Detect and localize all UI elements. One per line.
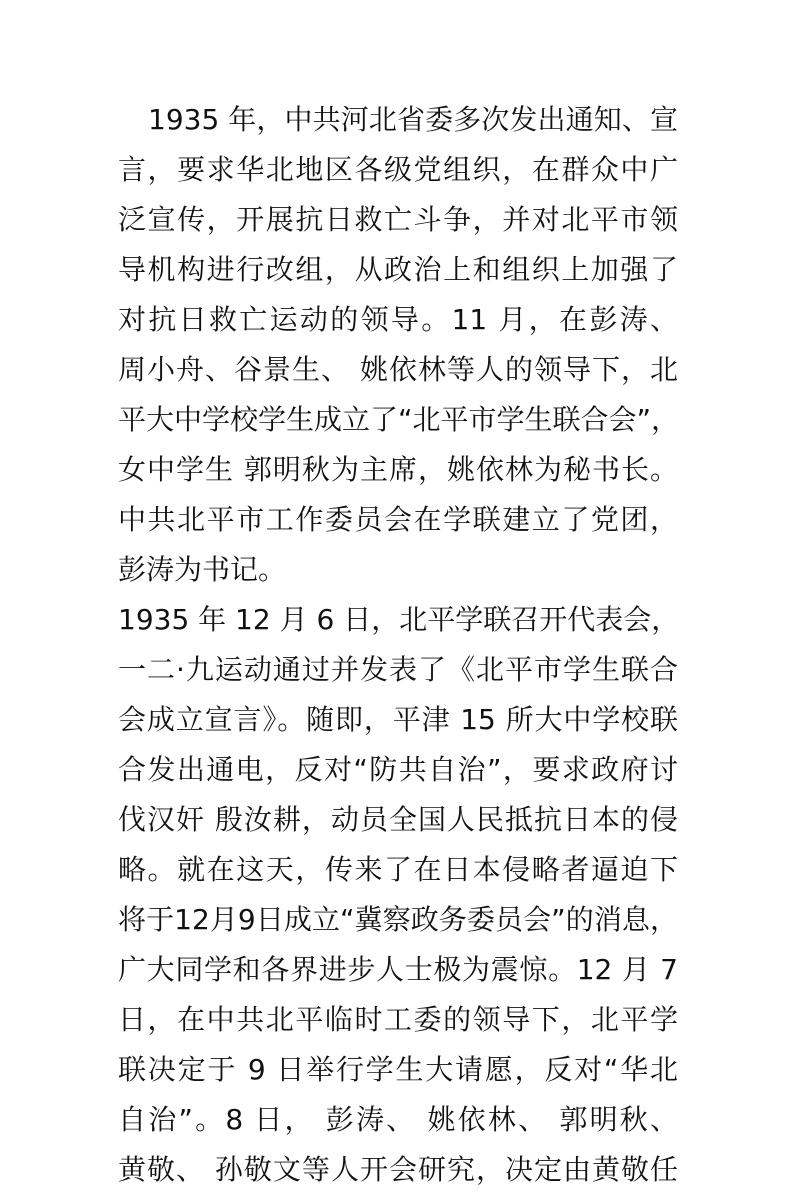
text-line: 一二·九运动通过并发表了《北平市学生联合 <box>118 653 678 686</box>
text-line: 言，要求华北地区各级党组织，在群众中广 <box>118 153 678 186</box>
text-line: 黄敬、 孙敬文等人开会研究，决定由黄敬任 <box>118 1153 678 1186</box>
text-line: 女中学生 郭明秋为主席，姚依林为秘书长。 <box>118 453 678 486</box>
text-line: 广大同学和各界进步人士极为震惊。12 月 7 <box>118 953 678 986</box>
text-line: 平大中学校学生成立了“北平市学生联合会”， <box>118 403 680 436</box>
text-line: 导机构进行改组，从政治上和组织上加强了 <box>118 253 678 286</box>
text-line: 自治”。8 日， 彭涛、 姚依林、 郭明秋、 <box>118 1103 678 1136</box>
text-line: 中共北平市工作委员会在学联建立了党团， <box>118 503 678 536</box>
text-line: 泛宣传，开展抗日救亡斗争，并对北平市领 <box>118 203 678 236</box>
text-line: 合发出通电，反对“防共自治”，要求政府讨 <box>118 753 678 786</box>
text-line: 1935 年，中共河北省委多次发出通知、宣 <box>148 103 678 136</box>
text-line: 伐汉奸 殷汝耕，动员全国人民抵抗日本的侵 <box>118 803 678 836</box>
text-line: 略。就在这天，传来了在日本侵略者逼迫下 <box>118 853 678 886</box>
text-line: 日，在中共北平临时工委的领导下，北平学 <box>118 1003 678 1036</box>
document-body <box>118 95 678 1195</box>
text-line: 对抗日救亡运动的领导。11 月，在彭涛、 <box>118 303 678 336</box>
text-line: 联决定于 9 日举行学生大请愿，反对“华北 <box>118 1053 678 1086</box>
text-line: 彭涛为书记。 <box>118 553 287 586</box>
text-line: 将于12月9日成立“冀察政务委员会”的消息， <box>118 903 678 936</box>
text-line: 会成立宣言》。随即，平津 15 所大中学校联 <box>118 703 678 736</box>
text-line: 1935 年 12 月 6 日，北平学联召开代表会， <box>118 603 680 636</box>
text-line: 周小舟、谷景生、 姚依林等人的领导下，北 <box>118 353 678 386</box>
